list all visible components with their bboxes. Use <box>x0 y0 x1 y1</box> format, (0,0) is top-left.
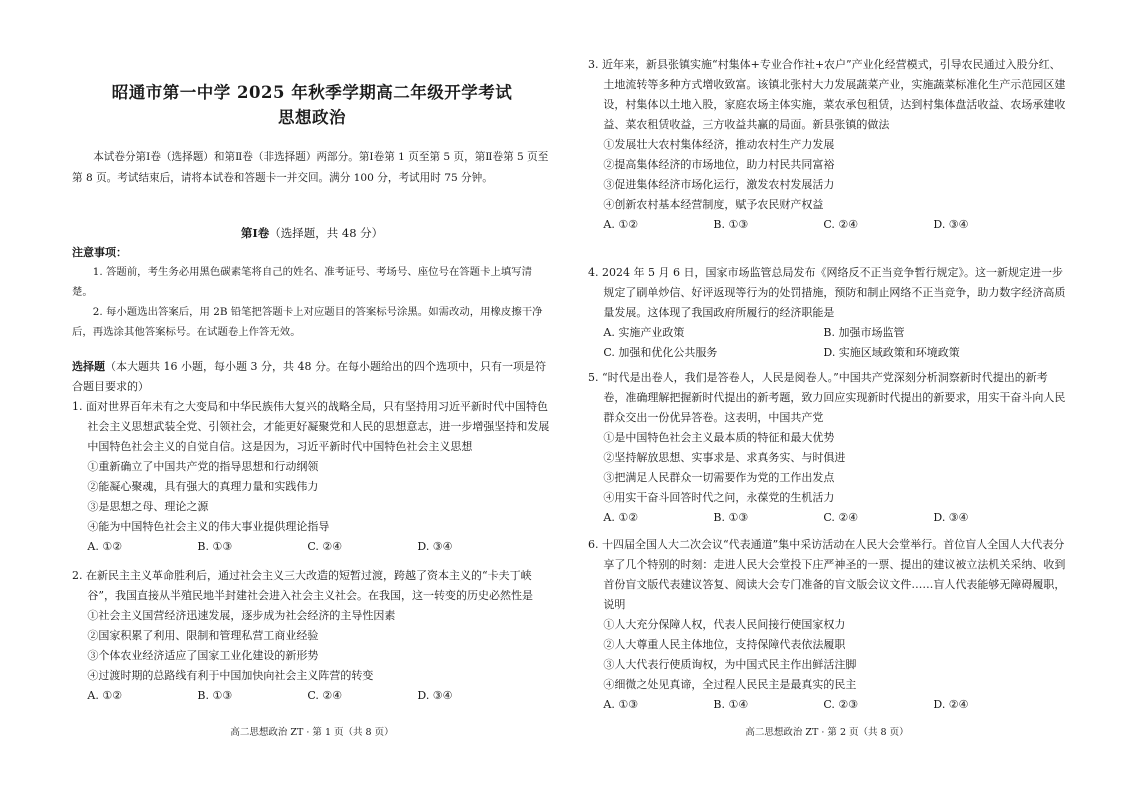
answer-choices <box>588 215 1066 235</box>
option-line: ②坚持解放思想、实事求是、求真务实、与时俱进 <box>603 451 846 464</box>
page-footer: 高二思想政治 ZT · 第 2 页（共 8 页） <box>745 727 909 738</box>
notice-1: 1. 答题前，考生务必用黑色碳素笔将自己的姓名、准考证号、考场号、座位号在答题卡上填写清楚。 <box>72 266 533 298</box>
section-1-label: 第Ⅰ卷 <box>240 226 270 240</box>
option-line: ④过渡时期的总路线有利于中国加快向社会主义阵营的转变 <box>87 669 374 682</box>
question-5 <box>588 368 1066 528</box>
exam-title: 昭通市第一中学 2025 年秋季学期高二年级开学考试 <box>111 83 513 102</box>
question-stem: 6. 十四届全国人大二次会议“代表通道”集中采访活动在人民大会堂举行。首位盲人全国人大代表分享了几个特别的时刻：走进人民大会堂投下庄严神圣的一票、提出的建议被立法机关采纳、收到首份盲文版代表建议答复、阅读大会专门准备的盲文版会议文件……盲人代表能够无障碍履职，说明 <box>588 538 1066 611</box>
choice-c: C. ②④ <box>307 689 343 702</box>
choice-a: A. ①② <box>87 540 123 553</box>
option-line: ②人大尊重人民主体地位，支持保障代表依法履职 <box>603 638 846 651</box>
option-line: ①社会主义国营经济迅速发展，逐步成为社会经济的主导性因素 <box>87 609 396 622</box>
option-line: ②提高集体经济的市场地位，助力村民共同富裕 <box>603 158 835 171</box>
question-stem: 4. 2024 年 5 月 6 日，国家市场监管总局发布《网络反不正当竞争暂行规定》。这一新规定进一步规定了刷单炒信、好评返现等行为的处罚措施，预防和制止网络不正当竞争，助力数字经济高质量发展。这体现了我国政府所履行的经济职能是 <box>588 266 1066 319</box>
question-4 <box>588 263 1066 363</box>
option-line: ②能凝心聚魂，具有强大的真理力量和实践伟力 <box>87 480 319 493</box>
question-stem: 2. 在新民主主义革命胜利后，通过社会主义三大改造的短暂过渡，跨越了资本主义的“卡夫丁峡谷”，我国直接从半殖民地半封建社会进入社会主义社会。在我国，这一转变的历史必然性是 <box>72 569 534 602</box>
mc-label: 选择题 <box>72 360 105 373</box>
answer-choices <box>588 695 1066 715</box>
section-1-heading <box>72 225 552 241</box>
mc-desc: （本大题共 16 小题，每小题 3 分，共 48 分。在每小题给出的四个选项中，只有一项是符合题目要求的） <box>72 360 546 393</box>
option-line: ④创新农村基本经营制度，赋予农民财产权益 <box>603 198 824 211</box>
choice-d: D. ③④ <box>417 540 453 553</box>
option-line: ③是思想之母、理论之源 <box>87 500 209 513</box>
option-line: ①发展壮大农村集体经济，推动农村生产力发展 <box>603 138 835 151</box>
option-line: ③把满足人民群众一切需要作为党的工作出发点 <box>603 471 835 484</box>
choice-d: D. 实施区域政策和环境政策 <box>823 346 960 359</box>
choice-d: D. ②④ <box>933 698 969 711</box>
choice-a: A. ①② <box>87 689 123 702</box>
choice-b: B. ①③ <box>197 540 233 553</box>
option-line: ③人大代表行使质询权，为中国式民主作出鲜活注脚 <box>603 658 857 671</box>
choice-d: D. ③④ <box>417 689 453 702</box>
choice-d: D. ③④ <box>933 511 969 524</box>
option-line: ③个体农业经济适应了国家工业化建设的新形势 <box>87 649 319 662</box>
question-3 <box>588 55 1066 235</box>
exam-intro: 本试卷分第Ⅰ卷（选择题）和第Ⅱ卷（非选择题）两部分。第Ⅰ卷第 1 页至第 5 页，第Ⅱ卷第 5 页至第 8 页。考试结束后，请将本试卷和答题卡一并交回。满分 100 分，考试用时 75 分钟。 <box>72 151 549 184</box>
option-line: ④细微之处见真谛，全过程人民民主是最真实的民主 <box>603 678 857 691</box>
section-1-desc: （选择题，共 48 分） <box>269 226 384 240</box>
choice-b: B. ①③ <box>713 218 749 231</box>
choice-c: C. ②④ <box>823 218 859 231</box>
notice-2: 2. 每小题选出答案后，用 2B 铅笔把答题卡上对应题目的答案标号涂黑。如需改动，用橡皮擦干净后，再选涂其他答案标号。在试题卷上作答无效。 <box>72 306 543 338</box>
choice-b: B. ①③ <box>713 511 749 524</box>
choice-a: A. ①② <box>603 218 639 231</box>
answer-choices <box>588 343 1066 363</box>
option-line: ①重新确立了中国共产党的指导思想和行动纲领 <box>87 460 319 473</box>
notice-heading: 注意事项： <box>72 246 127 259</box>
choice-a: A. 实施产业政策 <box>603 326 685 339</box>
option-line: ②国家积累了利用、限制和管理私营工商业经验 <box>87 629 319 642</box>
choice-a: A. ①② <box>603 511 639 524</box>
option-line: ④用实干奋斗回答时代之问，永葆党的生机活力 <box>603 491 835 504</box>
choice-c: C. 加强和优化公共服务 <box>603 346 718 359</box>
page-footer: 高二思想政治 ZT · 第 1 页（共 8 页） <box>230 727 394 738</box>
choice-b: B. ①③ <box>197 689 233 702</box>
choice-b: B. ①④ <box>713 698 749 711</box>
choice-c: C. ②③ <box>823 698 859 711</box>
question-2 <box>72 566 552 706</box>
option-line: ④能为中国特色社会主义的伟大事业提供理论指导 <box>87 520 330 533</box>
choice-c: C. ②④ <box>823 511 859 524</box>
question-stem: 5. “时代是出卷人，我们是答卷人，人民是阅卷人。”中国共产党深刻分析洞察新时代提出的新考卷，准确理解把握新时代提出的新考题，致力回应实现新时代提出的新要求，用实干奋斗向人民群众交出一份优异答卷。这表明，中国共产党 <box>588 371 1066 424</box>
choice-b: B. 加强市场监管 <box>823 326 905 339</box>
choice-d: D. ③④ <box>933 218 969 231</box>
mc-section-intro <box>72 357 552 397</box>
option-line: ③促进集体经济市场化运行，激发农村发展活力 <box>603 178 835 191</box>
answer-choices <box>588 508 1066 528</box>
answer-choices <box>72 686 552 706</box>
choice-a: A. ①③ <box>603 698 639 711</box>
option-line: ①是中国特色社会主义最本质的特征和最大优势 <box>603 431 835 444</box>
choice-c: C. ②④ <box>307 540 343 553</box>
answer-choices <box>72 537 552 557</box>
subject-title: 思想政治 <box>278 108 346 127</box>
option-line: ①人大充分保障人权，代表人民间接行使国家权力 <box>603 618 846 631</box>
question-stem: 1. 面对世界百年未有之大变局和中华民族伟大复兴的战略全局，只有坚持用习近平新时代中国特色社会主义思想武装全党、引领社会，才能更好凝聚党和人民的思想意志，进一步增强坚持和发展中国特色社会主义的自觉自信。这是因为，习近平新时代中国特色社会主义思想 <box>72 400 550 453</box>
question-6 <box>588 535 1066 715</box>
question-1 <box>72 397 552 557</box>
answer-choices <box>588 323 1066 343</box>
question-stem: 3. 近年来，新县张镇实施“村集体+专业合作社+农户”产业化经营模式，引导农民通过入股分红、土地流转等多种方式增收致富。该镇北张村大力发展蔬菜产业，实施蔬菜标准化生产示范园区建设，村集体以土地入股，家庭农场主体实施，菜农承包租赁，达到村集体盘活收益、农场承建收益、菜农租赁收益，三方收益共赢的局面。新县张镇的做法 <box>588 58 1066 131</box>
